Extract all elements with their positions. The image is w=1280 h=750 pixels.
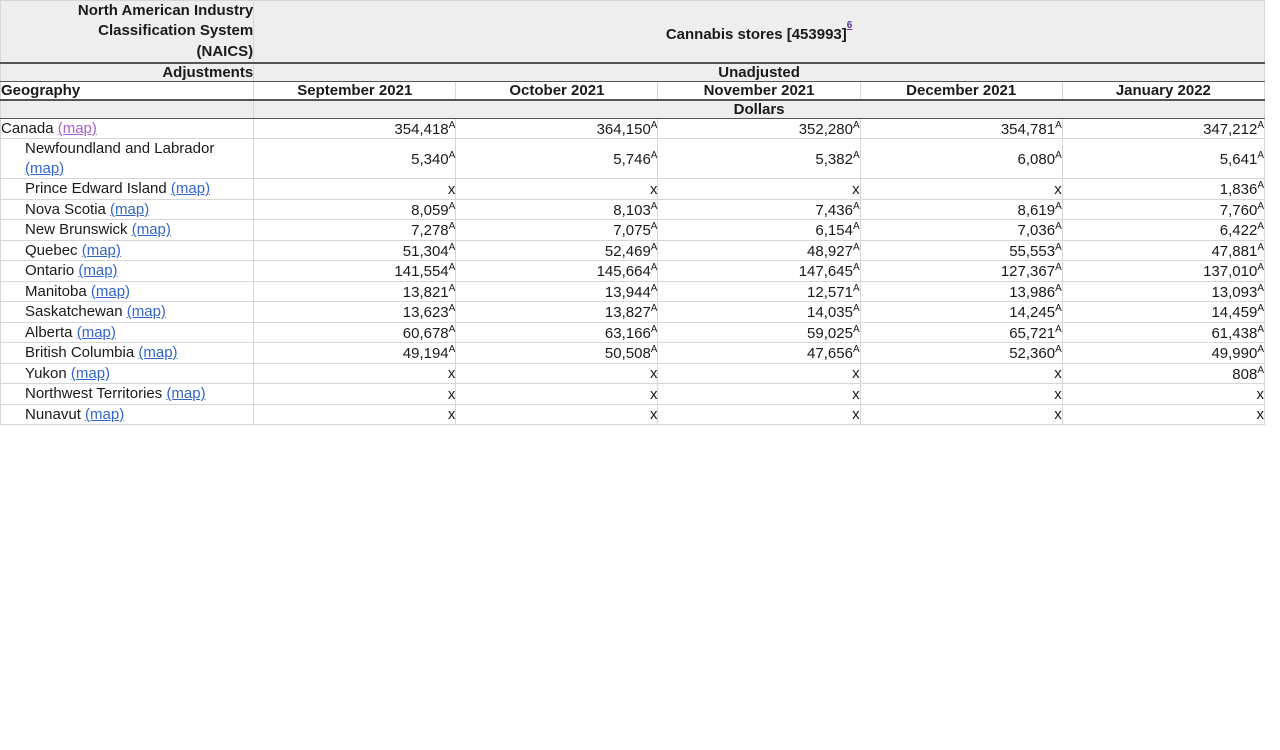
value-text: x	[447, 385, 456, 403]
value-cell	[456, 281, 658, 302]
value-text: 6,422	[1219, 222, 1258, 239]
geography-name: Saskatchewan	[25, 303, 127, 321]
value-text: 137,010	[1203, 263, 1258, 280]
table-row	[1, 384, 1265, 405]
value-text: 47,656	[807, 345, 853, 362]
column-header-month-4: December 2021	[860, 81, 1062, 100]
column-header-month-2: October 2021	[456, 81, 658, 100]
value-cell	[254, 261, 456, 282]
column-header-month-1: September 2021	[254, 81, 456, 100]
value-text: x	[1054, 365, 1062, 382]
table-row	[1, 220, 1265, 241]
value-text: 13,986	[1009, 283, 1056, 301]
quality-flag: A	[1257, 200, 1264, 212]
map-link[interactable]: (map)	[90, 282, 131, 300]
value-text: x	[447, 365, 456, 382]
value-cell	[456, 139, 658, 179]
geography-cell	[1, 322, 254, 343]
quality-flag: A	[650, 282, 658, 294]
value-cell	[658, 179, 860, 200]
map-link[interactable]: (map)	[25, 159, 65, 177]
quality-flag: A	[852, 200, 860, 212]
value-text: 7,760	[1219, 201, 1258, 219]
value-text: 13,623	[402, 304, 449, 321]
value-text: 49,990	[1211, 345, 1258, 362]
map-link[interactable]: (map)	[76, 323, 116, 341]
quality-flag: A	[1257, 364, 1264, 376]
quality-flag: A	[1055, 344, 1062, 355]
value-cell	[658, 322, 860, 343]
value-text: 14,035	[807, 304, 853, 321]
quality-flag: A	[448, 262, 456, 273]
quality-flag: A	[1257, 344, 1264, 355]
value-text: 49,194	[402, 345, 449, 362]
value-cell	[456, 220, 658, 241]
value-cell	[456, 199, 658, 220]
header-row-adjustments	[1, 63, 1265, 82]
table-row	[1, 281, 1265, 302]
value-text: x	[1256, 385, 1264, 403]
value-cell	[658, 384, 860, 405]
quality-flag: A	[1257, 119, 1264, 131]
quality-flag: A	[1055, 282, 1062, 294]
quality-flag: A	[852, 344, 860, 355]
value-text: 52,360	[1009, 345, 1056, 362]
value-text: 65,721	[1009, 324, 1056, 342]
value-cell	[254, 363, 456, 384]
value-text: 7,278	[411, 222, 449, 239]
quality-flag: A	[852, 303, 860, 314]
value-text: 8,059	[411, 201, 449, 219]
value-cell	[456, 322, 658, 343]
naics-line-3: (NAICS)	[196, 42, 254, 60]
value-cell	[1062, 281, 1264, 302]
value-cell	[860, 199, 1062, 220]
quality-flag: A	[650, 303, 658, 314]
map-link[interactable]: (map)	[81, 241, 121, 259]
map-link[interactable]: (map)	[166, 385, 206, 403]
value-text: 13,944	[604, 283, 651, 301]
value-text: 14,245	[1009, 304, 1056, 321]
value-text: 50,508	[604, 345, 651, 362]
table-body	[1, 118, 1265, 425]
value-text: 55,553	[1009, 242, 1056, 260]
value-cell	[860, 404, 1062, 425]
quality-flag: A	[448, 282, 456, 294]
quality-flag: A	[1055, 119, 1062, 131]
value-text: 6,080	[1017, 150, 1056, 168]
adjustments-label: Adjustments	[1, 63, 254, 82]
value-text: 147,645	[798, 263, 853, 280]
quality-flag: A	[1055, 221, 1062, 232]
value-text: 5,340	[411, 150, 449, 168]
value-text: x	[852, 180, 860, 198]
geography-name: New Brunswick	[25, 221, 132, 239]
value-text: 48,927	[807, 242, 853, 260]
table-row	[1, 363, 1265, 384]
table-row	[1, 179, 1265, 200]
map-link[interactable]: (map)	[78, 262, 118, 280]
geography-cell	[1, 118, 254, 139]
quality-flag: A	[650, 344, 658, 355]
quality-flag: A	[852, 323, 860, 335]
value-cell	[1062, 118, 1264, 139]
value-cell	[860, 322, 1062, 343]
table-row	[1, 240, 1265, 261]
quality-flag: A	[650, 241, 658, 253]
value-text: x	[852, 406, 860, 423]
value-text: 145,664	[596, 263, 651, 280]
value-text: 354,418	[394, 120, 449, 138]
value-cell	[254, 384, 456, 405]
geography-cell	[1, 404, 254, 425]
quality-flag: A	[650, 149, 658, 161]
value-cell	[860, 281, 1062, 302]
value-text: 61,438	[1211, 324, 1258, 342]
value-cell	[254, 179, 456, 200]
value-cell	[658, 363, 860, 384]
value-text: 141,554	[394, 263, 449, 280]
map-link[interactable]: (map)	[85, 405, 125, 423]
quality-flag: A	[1257, 221, 1264, 232]
geography-cell	[1, 281, 254, 302]
value-text: 51,304	[402, 242, 449, 260]
header-row-naics	[1, 1, 1265, 63]
value-cell	[1062, 322, 1264, 343]
value-cell	[860, 220, 1062, 241]
value-text: 13,093	[1211, 283, 1258, 301]
geography-cell	[1, 220, 254, 241]
table-row	[1, 404, 1265, 425]
value-text: x	[852, 365, 860, 382]
map-link[interactable]: (map)	[170, 180, 211, 198]
value-text: 12,571	[807, 283, 853, 301]
value-cell	[658, 220, 860, 241]
geography-cell	[1, 179, 254, 200]
value-text: 14,459	[1211, 304, 1258, 321]
geography-cell	[1, 139, 254, 179]
geography-cell	[1, 363, 254, 384]
value-cell	[860, 240, 1062, 261]
quality-flag: A	[852, 241, 860, 253]
value-cell	[658, 240, 860, 261]
quality-flag: A	[448, 221, 456, 232]
value-text: 5,382	[815, 150, 853, 168]
quality-flag: A	[448, 119, 456, 131]
value-cell	[456, 384, 658, 405]
value-text: x	[1256, 406, 1264, 423]
naics-line-1: North American Industry	[77, 2, 254, 19]
value-cell	[254, 199, 456, 220]
quality-flag: A	[650, 200, 658, 212]
value-text: x	[649, 180, 658, 198]
table-row	[1, 302, 1265, 323]
header-row-units	[1, 100, 1265, 119]
value-text: 59,025	[807, 324, 853, 342]
table-row	[1, 118, 1265, 139]
value-cell	[658, 404, 860, 425]
value-text: 354,781	[1000, 120, 1056, 138]
map-link[interactable]: (map)	[70, 364, 111, 382]
value-cell	[456, 261, 658, 282]
value-text: 127,367	[1000, 263, 1056, 280]
value-cell	[658, 343, 860, 364]
value-text: 7,075	[613, 222, 651, 239]
value-text: 6,154	[815, 222, 853, 239]
map-link[interactable]: (map)	[138, 344, 178, 362]
quality-flag: A	[1257, 303, 1264, 314]
value-text: 352,280	[798, 120, 853, 138]
unit-label: Dollars	[254, 100, 1265, 119]
table-row	[1, 199, 1265, 220]
value-cell	[254, 281, 456, 302]
value-text: 5,641	[1219, 150, 1258, 168]
quality-flag: A	[1257, 149, 1264, 161]
value-cell	[1062, 199, 1264, 220]
value-cell	[456, 240, 658, 261]
value-cell	[658, 281, 860, 302]
geography-cell	[1, 240, 254, 261]
value-cell	[658, 261, 860, 282]
quality-flag: A	[852, 221, 860, 232]
quality-flag: A	[448, 323, 456, 335]
quality-flag: A	[448, 149, 456, 161]
value-text: 63,166	[604, 324, 651, 342]
quality-flag: A	[650, 119, 658, 131]
column-header-month-3: November 2021	[658, 81, 860, 100]
value-text: 1,836	[1219, 181, 1258, 198]
value-text: 808	[1232, 365, 1258, 383]
geography-name: British Columbia	[25, 344, 139, 362]
naics-line-2: Classification System	[98, 22, 254, 40]
quality-flag: A	[650, 262, 658, 273]
value-text: x	[447, 406, 456, 423]
geography-cell	[1, 199, 254, 220]
table-title-cell	[254, 1, 1265, 63]
adjustments-value: Unadjusted	[254, 63, 1265, 82]
geography-cell	[1, 261, 254, 282]
geography-name: Manitoba	[25, 282, 91, 300]
value-text: x	[649, 385, 658, 403]
map-link[interactable]: (map)	[131, 221, 171, 239]
table-title: Cannabis stores [453993]	[665, 25, 847, 43]
value-cell	[254, 343, 456, 364]
geography-name: Prince Edward Island	[25, 180, 171, 198]
geography-name: Nova Scotia	[25, 200, 111, 218]
value-cell	[1062, 179, 1264, 200]
value-cell	[254, 118, 456, 139]
value-text: x	[1054, 385, 1062, 403]
geography-name: Alberta	[25, 323, 77, 341]
map-link[interactable]: (map)	[126, 303, 166, 321]
quality-flag: A	[1055, 200, 1062, 212]
quality-flag: A	[852, 119, 860, 131]
quality-flag: A	[650, 221, 658, 232]
value-text: x	[649, 365, 658, 382]
value-cell	[658, 139, 860, 179]
value-cell	[456, 363, 658, 384]
value-text: x	[1054, 180, 1062, 198]
quality-flag: A	[448, 241, 456, 253]
value-text: 5,746	[613, 150, 651, 168]
geography-cell	[1, 384, 254, 405]
value-text: x	[447, 180, 456, 198]
table-row	[1, 261, 1265, 282]
value-cell	[456, 302, 658, 323]
map-link[interactable]: (map)	[110, 200, 150, 218]
quality-flag: A	[1257, 241, 1264, 253]
unit-blank-cell	[1, 100, 254, 119]
value-text: 8,103	[613, 201, 651, 219]
value-cell	[1062, 240, 1264, 261]
value-cell	[860, 261, 1062, 282]
value-cell	[860, 363, 1062, 384]
quality-flag: A	[448, 303, 456, 314]
quality-flag: A	[1257, 323, 1264, 335]
value-text: x	[1054, 406, 1062, 423]
map-link[interactable]: (map)	[57, 119, 97, 137]
value-cell	[1062, 343, 1264, 364]
geography-name: Quebec	[25, 241, 82, 259]
geography-name: Newfoundland and Labrador	[25, 140, 215, 158]
value-cell	[1062, 302, 1264, 323]
value-cell	[254, 240, 456, 261]
table-row	[1, 139, 1265, 179]
value-cell	[1062, 139, 1264, 179]
quality-flag: A	[1257, 282, 1264, 294]
quality-flag: A	[448, 200, 456, 212]
value-cell	[1062, 220, 1264, 241]
value-text: 52,469	[604, 242, 651, 260]
value-cell	[860, 139, 1062, 179]
geography-name: Yukon	[25, 364, 71, 382]
value-cell	[456, 343, 658, 364]
value-cell	[860, 118, 1062, 139]
value-text: 364,150	[596, 120, 651, 138]
quality-flag: A	[1257, 262, 1264, 273]
table-row	[1, 322, 1265, 343]
value-cell	[456, 118, 658, 139]
geography-name: Canada	[1, 119, 58, 137]
geography-name: Nunavut	[25, 405, 86, 423]
quality-flag: A	[1055, 303, 1062, 314]
value-cell	[254, 404, 456, 425]
naics-header-cell	[1, 1, 254, 63]
value-cell	[658, 302, 860, 323]
value-text: x	[649, 406, 658, 423]
quality-flag: A	[1055, 262, 1062, 273]
header-row-periods	[1, 81, 1265, 100]
value-cell	[860, 384, 1062, 405]
value-cell	[658, 199, 860, 220]
value-text: 7,036	[1017, 222, 1056, 239]
quality-flag: A	[1055, 149, 1062, 161]
value-text: 13,827	[604, 304, 651, 321]
value-cell	[254, 220, 456, 241]
quality-flag: A	[1055, 323, 1062, 335]
value-text: 347,212	[1203, 120, 1258, 138]
value-text: 47,881	[1211, 242, 1258, 260]
value-cell	[254, 139, 456, 179]
footnote-marker[interactable]	[846, 19, 853, 36]
value-text: 7,436	[815, 201, 853, 219]
column-header-month-5: January 2022	[1062, 81, 1264, 100]
quality-flag: A	[852, 262, 860, 273]
quality-flag: A	[448, 344, 456, 355]
value-text: 8,619	[1017, 201, 1056, 219]
quality-flag: A	[1257, 180, 1264, 191]
value-cell	[456, 404, 658, 425]
value-text: 13,821	[402, 283, 449, 301]
geography-cell	[1, 343, 254, 364]
geography-name: Northwest Territories	[25, 385, 167, 403]
quality-flag: A	[650, 323, 658, 335]
geography-name: Ontario	[25, 262, 79, 280]
table-header	[1, 1, 1265, 119]
value-cell	[1062, 384, 1264, 405]
value-cell	[1062, 404, 1264, 425]
quality-flag: A	[1055, 241, 1062, 253]
value-cell	[254, 302, 456, 323]
value-cell	[860, 343, 1062, 364]
value-text: x	[852, 385, 860, 403]
value-text: 60,678	[402, 324, 449, 342]
footnote-link[interactable]: 6	[846, 19, 853, 31]
geography-cell	[1, 302, 254, 323]
value-cell	[1062, 363, 1264, 384]
table-row	[1, 343, 1265, 364]
value-cell	[860, 302, 1062, 323]
quality-flag: A	[852, 282, 860, 294]
geography-column-header: Geography	[1, 81, 254, 100]
value-cell	[1062, 261, 1264, 282]
value-cell	[658, 118, 860, 139]
quality-flag: A	[852, 149, 860, 161]
value-cell	[456, 179, 658, 200]
value-cell	[860, 179, 1062, 200]
value-cell	[254, 322, 456, 343]
